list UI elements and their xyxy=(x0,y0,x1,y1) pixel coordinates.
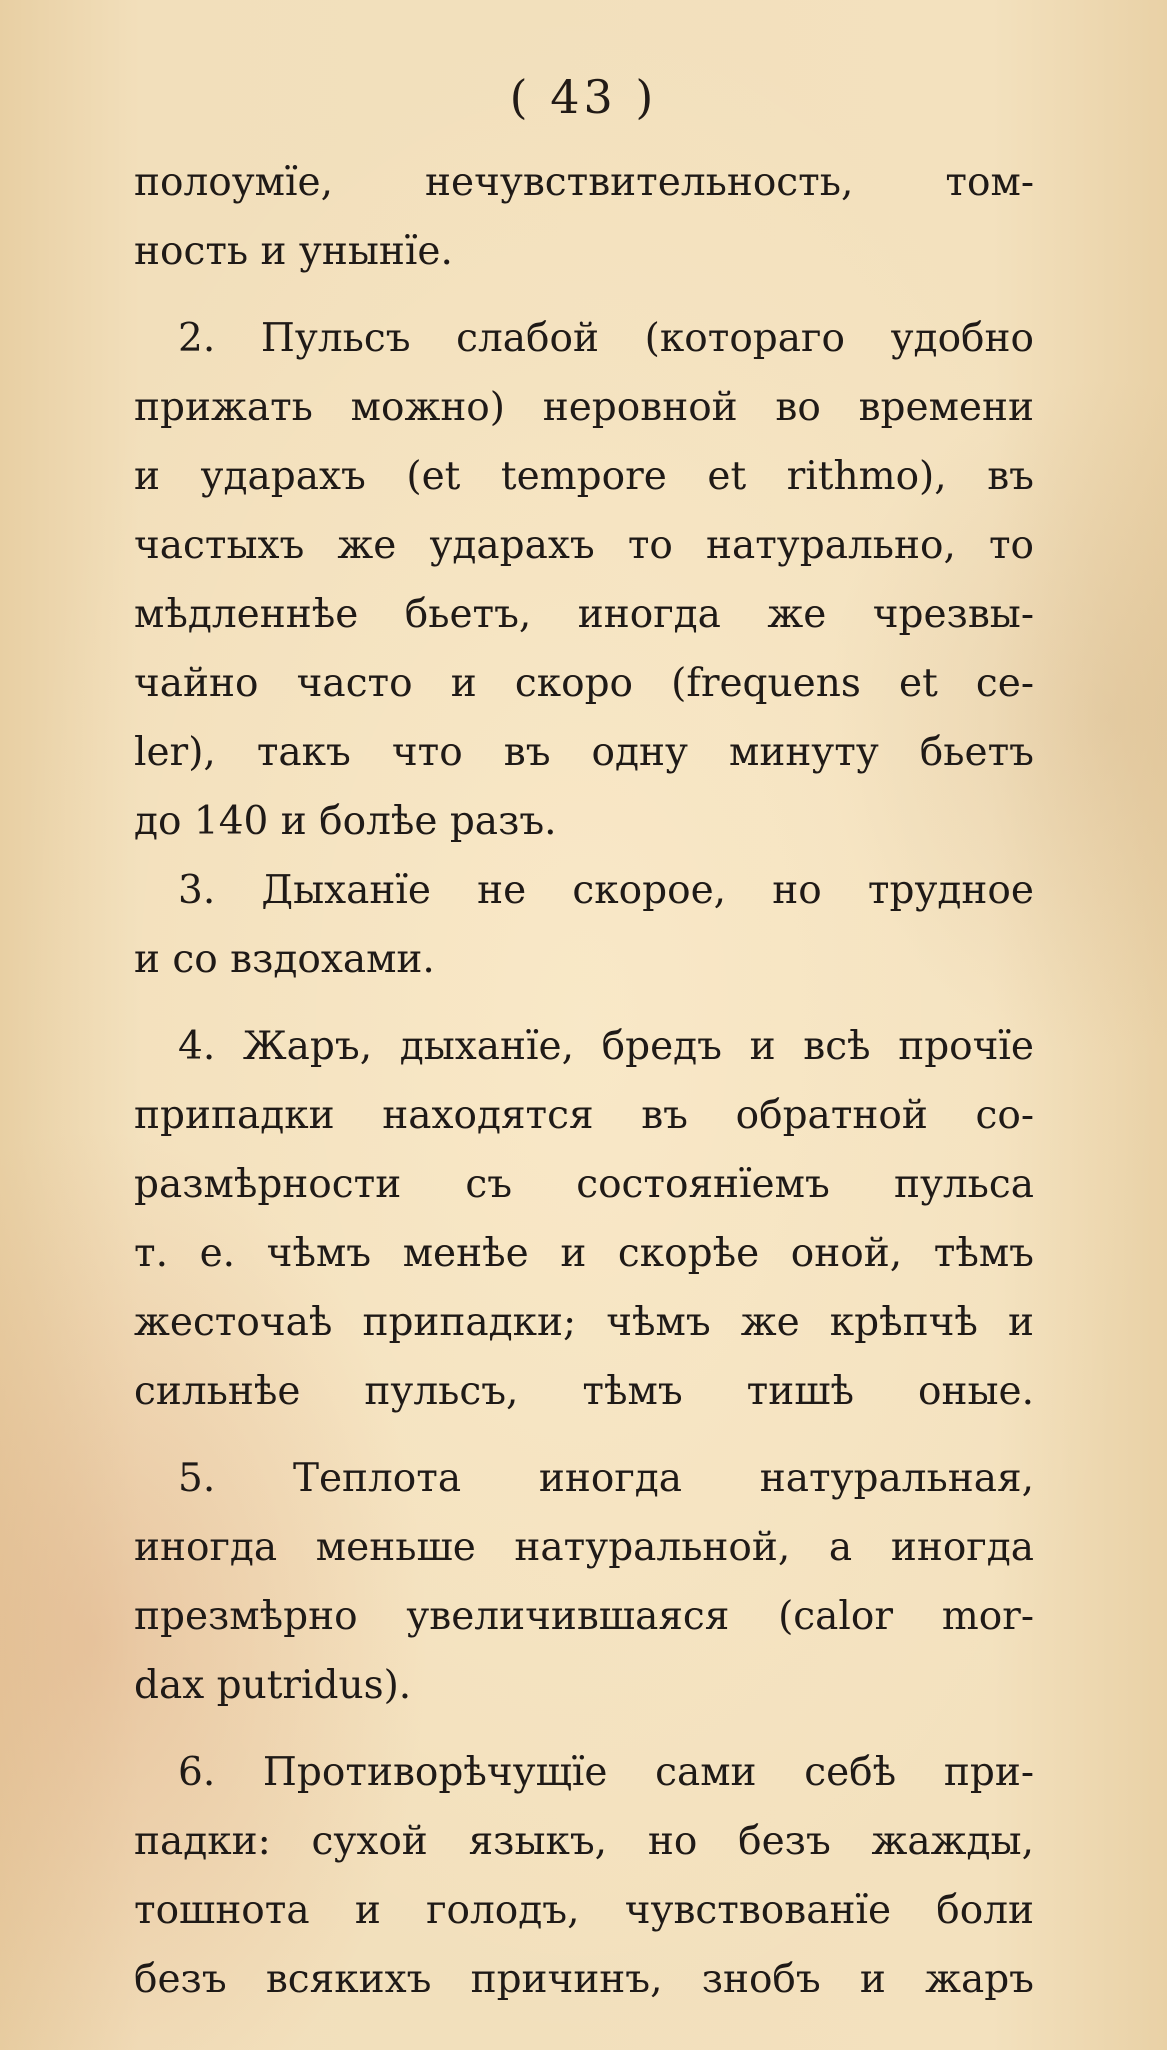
text-line: жесточаѣ припадки; чѣмъ же крѣпчѣ и xyxy=(134,1300,1034,1345)
text-line: 2. Пульсъ слабой (котораго удобно xyxy=(178,316,1034,361)
text-line: ность и унынїе. xyxy=(134,229,453,274)
text-line: т. е. чѣмъ менѣе и скорѣе оной, тѣмъ xyxy=(134,1231,1034,1276)
text-line: припадки находятся въ обратной со- xyxy=(134,1093,1034,1138)
text-line: тошнота и голодъ, чувствованїе боли xyxy=(134,1888,1034,1933)
body-text xyxy=(134,148,1034,2014)
text-line: dax putridus). xyxy=(134,1663,412,1708)
text-line: иногда меньше натуральной, а иногда xyxy=(134,1525,1034,1570)
text-line: 3. Дыханїе не скорое, но трудное xyxy=(178,868,1034,913)
text-line: сильнѣе пульсъ, тѣмъ тишѣ оные. xyxy=(134,1369,1034,1414)
text-line: и со вздохами. xyxy=(134,937,435,982)
text-line: презмѣрно увеличившаяся (calor mor- xyxy=(134,1594,1034,1639)
text-line: ler), такъ что въ одну минуту бьетъ xyxy=(134,730,1034,775)
text-line: размѣрности съ состоянїемъ пульса xyxy=(134,1162,1034,1207)
text-line: безъ всякихъ причинъ, знобъ и жаръ xyxy=(134,1957,1034,2002)
text-line: частыхъ же ударахъ то натурально, то xyxy=(134,523,1034,568)
text-line: 6. Противорѣчущїе сами себѣ при- xyxy=(178,1750,1034,1795)
text-line: и ударахъ (et tempore et rithmo), въ xyxy=(134,454,1034,499)
text-line: полоумїе, нечувствительность, том- xyxy=(134,160,1034,205)
text-line: 5. Теплота иногда натуральная, xyxy=(178,1456,1034,1501)
page-number: ( 43 ) xyxy=(509,70,658,124)
text-line: прижать можно) неровной во времени xyxy=(134,385,1034,430)
text-line: мѣдленнѣе бьетъ, иногда же чрезвы- xyxy=(134,592,1034,637)
text-line: 4. Жаръ, дыханїе, бредъ и всѣ прочїе xyxy=(178,1024,1034,1069)
text-line: до 140 и болѣе разъ. xyxy=(134,799,557,844)
text-line: чайно часто и скоро (frequens et ce- xyxy=(134,661,1034,706)
text-line: падки: сухой языкъ, но безъ жажды, xyxy=(134,1819,1034,1864)
